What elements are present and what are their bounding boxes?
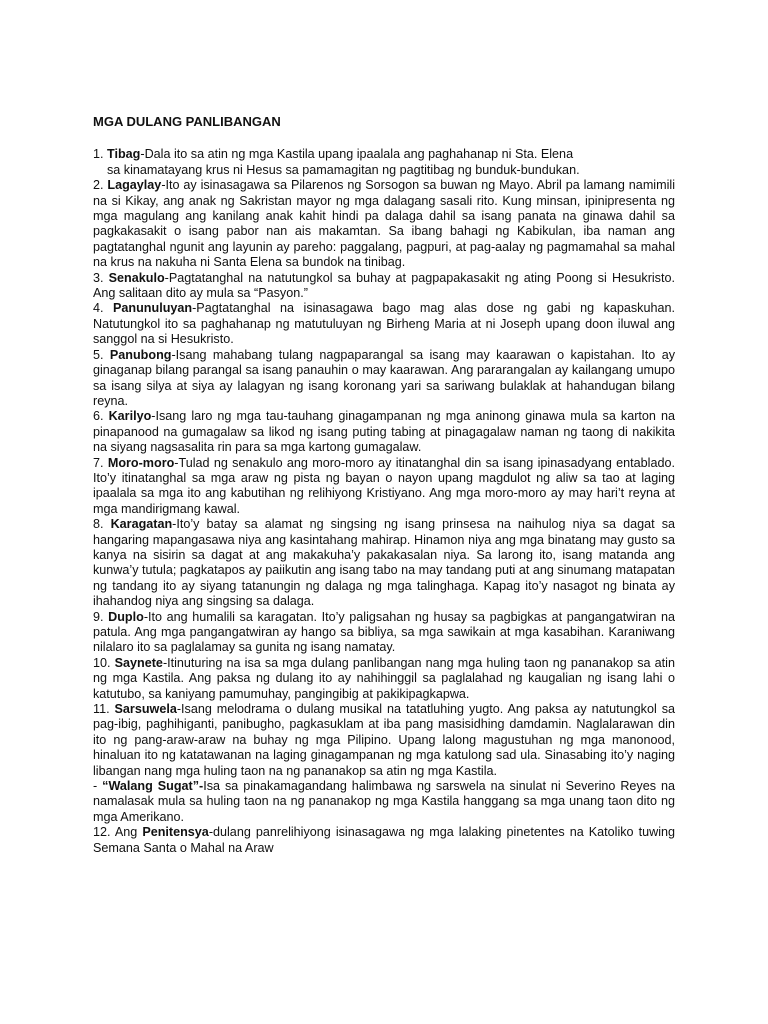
entry-text: -Ito’y batay sa alamat ng singsing ng isang prinsesa na naihulog niya sa dagat sa hangaring mapangasawa niya ang kasintahang mahirap. Hinamon niya ang mga binatang may gusto sa kanya na sisirin sa dagat at ang makakuha’y pakakasalan niya. Sa larong ito, isang matanda ang kunwa’y tutula; pagkatapos ay paiikutin ang isang tabo na may tandang puti at ang sinumang matapatan ng tandang ito ay siyang tatanungin ng dalaga ng mga talinghaga. Kapag ito’y nasagot ng binata ay ihahandog niya ang singsing sa dalaga.	[93, 517, 675, 609]
entry-term: Duplo	[108, 609, 144, 624]
entry-number: 8.	[93, 517, 111, 532]
entry-text: -Ito ang humalili sa karagatan. Ito’y paligsahan ng husay sa pagbigkas at pangangatwiran na patula. Ang mga pangangatwiran ay hango sa bibliya, sa mga sawikain at mga kasabihan. Karaniwang nilalaro ito sa paglalamay sa gunita ng isang namatay.	[93, 609, 675, 655]
entry-term: Sarsuwela	[114, 702, 177, 717]
entry-panubong	[93, 348, 675, 410]
entry-text: Isa sa pinakamagandang halimbawa ng sarswela na sinulat ni Severino Reyes na namalasak mula sa huling taon na ng pananakop ng mga Kastila hanggang sa mga unang taon dito ng mga Amerikano.	[93, 779, 675, 824]
entry-number: 10.	[93, 655, 115, 670]
entry-term: Saynete	[114, 655, 163, 670]
entry-term: “Walang Sugat”-	[102, 779, 204, 794]
entry-text: -Pagtatanghal na isinasagawa bago mag alas dose ng gabi ng kapaskuhan. Natutungkol ito sa paghahanap ng matutuluyan ng Birheng Maria at ni Joseph upang doon iluwal ang sanggol na si Hesukristo.	[93, 301, 675, 347]
entry-term: Tibag	[107, 147, 141, 162]
entry-text: -Isang laro ng mga tau-tauhang ginagampanan ng mga aninong ginawa mula sa karton na pinapanood na gumagalaw sa likod ng isang puting tabing at pinagagalaw naman ng taong di nakikita na siyang nagsasalita rin para sa mga kartong gumagalaw.	[93, 409, 675, 455]
entry-sarsuwela	[93, 702, 675, 779]
entry-penitensya	[93, 825, 675, 856]
entry-number: 4.	[93, 301, 114, 316]
entry-text: -Ito ay isinasagawa sa Pilarenos ng Sorsogon sa buwan ng Mayo. Abril pa lamang namimili na si Kikay, ang anak ng Sakristan mayor ng mga dalagang sasali rito. Kung minsan, ipinipresenta ng mga magulang ang kanilang anak kahit hindi pa dalaga dahil sa isang panata na ginawa dahil sa pagkakasakit o isang pabor nan ais makamtan. Sa ibang bahagi ng Kabikulan, iba naman ang pagtatanghal ngunit ang layunin ay pareho: paggalang, pagpuri, at pag-aalay ng pagmamahal sa mahal na krus na nakuha ni Santa Elena sa bundok na tinibag.	[93, 178, 675, 270]
entry-term: Karagatan	[110, 517, 173, 532]
entry-saynete	[93, 656, 675, 702]
entry-number: 5.	[93, 347, 110, 362]
entry-number: 9.	[93, 609, 109, 624]
entry-text: -Pagtatanghal na natutungkol sa buhay at pagpapakasakit ng ating Poong si Hesukristo. Ang salitaan dito ay mula sa “Pasyon.”	[93, 270, 675, 301]
entry-number: 3.	[93, 270, 109, 285]
entry-number: 11.	[93, 702, 115, 717]
document-page	[93, 114, 675, 856]
entry-walang-sugat	[93, 779, 675, 825]
entry-text: -Isang mahabang tulang nagpaparangal sa isang may kaarawan o kapistahan. Ito ay ginaganap bilang parangal sa isang panauhin o may kaarawan. Ang pararangalan ay kailangang umupo sa isang silya at siya ay lalagyan ng isang koronang yari sa sariwang bulaklak at hahandugan bilang reyna.	[93, 347, 675, 408]
entry-text: -Dala ito sa atin ng mga Kastila upang ipaalala ang paghahanap ni Sta. Elena	[140, 147, 574, 162]
entry-term: Moro-moro	[107, 455, 175, 470]
entry-text: -Isang melodrama o dulang musikal na tatatluhing yugto. Ang paksa ay natutungkol sa pag-ibig, paghihiganti, panibugho, pagkasuklam at iba pang masisidhing damdamin. Naglalarawan din ito ng pang-araw-araw na buhay ng mga Pilipino. Upang lalong magustuhan ng mga manonood, hinaluan ito ng katatawanan na laging ginagampanan ng mga katulong sad ula. Sinasabing ito’y naging libangan nang mga huling taon na ng pananakop sa atin ng mga Kastila.	[93, 702, 676, 778]
entry-number: 1.	[93, 147, 108, 162]
entry-bullet: -	[93, 779, 103, 794]
entry-term: Penitensya	[142, 825, 209, 840]
entry-term: Panubong	[109, 347, 172, 362]
entry-panunuluyan	[93, 301, 675, 347]
entry-text-continued: sa kinamatayang krus ni Hesus sa pamamagitan ng pagtitibag ng bunduk-bundukan.	[107, 162, 580, 177]
entry-lagaylay	[93, 178, 675, 270]
entry-duplo	[93, 610, 675, 656]
entry-text: -Tulad ng senakulo ang moro-moro ay itinatanghal din sa isang ipinasadyang entablado. Ito’y itinatanghal sa mga araw ng pista ng bayan o nayon upang magdulot ng aliw sa tao at laging ipaalala sa mga ito ang kabutihan ng relihiyong Kristiyano. Ang mga moro-moro ay may hari’t reyna at mga mandirigmang kawal.	[93, 455, 675, 516]
entry-karagatan	[93, 517, 675, 609]
entry-term: Karilyo	[108, 409, 152, 424]
entry-karilyo	[93, 409, 675, 455]
entry-text: -Itinuturing na isa sa mga dulang panlibangan nang mga huling taon ng pananakop sa atin ng mga Kastila. Ang paksa ng dulang ito ay nahihinggil sa paglalahad ng kaugalian ng isang lahi o katutubo, sa kaniyang pamumuhay, pangingibig at pakikipagkapwa.	[93, 655, 675, 701]
entry-term: Panunuluyan	[113, 301, 193, 316]
entry-moro-moro	[93, 456, 675, 518]
document-title: MGA DULANG PANLIBANGAN	[93, 114, 281, 129]
entry-text: -dulang panrelihiyong isinasagawa ng mga lalaking pinetentes na Katoliko tuwing Semana Santa o Mahal na Araw	[93, 825, 675, 855]
entry-senakulo	[93, 271, 675, 302]
entry-number: 12. Ang	[93, 825, 143, 840]
entry-number: 7.	[93, 455, 108, 470]
entry-term: Lagaylay	[107, 178, 162, 193]
entry-term: Senakulo	[108, 270, 165, 285]
entry-number: 2.	[93, 178, 108, 193]
entry-tibag	[93, 147, 675, 178]
entry-number: 6.	[93, 409, 109, 424]
